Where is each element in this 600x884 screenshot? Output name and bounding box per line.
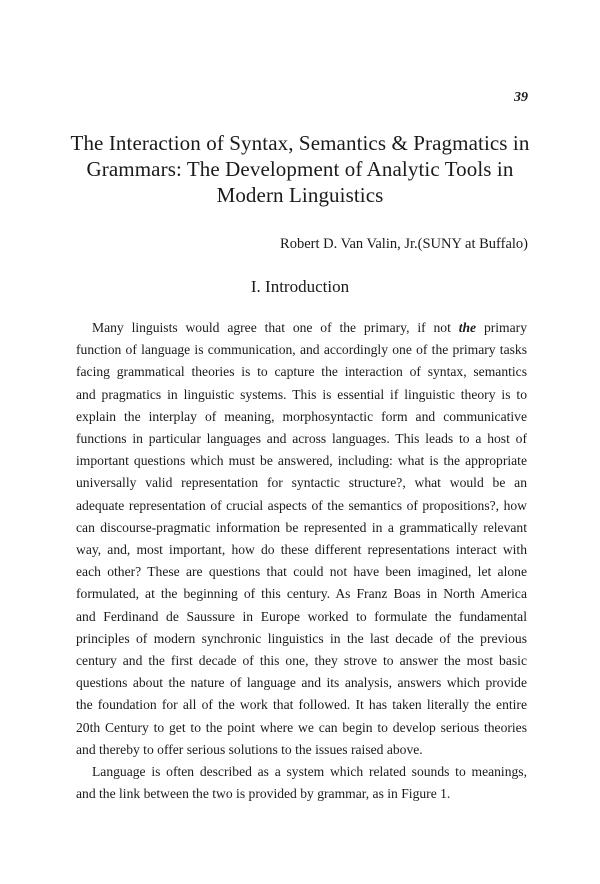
author-line: Robert D. Van Valin, Jr.(SUNY at Buffalo): [280, 236, 528, 252]
text-line: and thereby to offer serious solutions to the issues raised above.: [76, 741, 423, 757]
text-line: can discourse-pragmatic information be represented in a grammatically relevant: [76, 519, 527, 535]
text-line: universally valid representation for syntactic structure?, what would be an: [76, 475, 527, 491]
title-line: Grammars: The Development of Analytic Tools in: [86, 157, 514, 181]
text-line: formulated, at the beginning of this century. As Franz Boas in North America: [76, 586, 527, 602]
paragraph: [76, 761, 527, 805]
text-line: Language is often described as a system which related sounds to meanings,: [92, 764, 527, 780]
text-line: adequate representation of crucial aspects of the semantics of propositions?, how: [76, 497, 527, 513]
text-line: and the link between the two is provided by grammar, as in Figure 1.: [76, 786, 451, 802]
page-number: 39: [514, 90, 528, 105]
text-line: important questions which must be answered, including: what is the appropriate: [76, 453, 527, 469]
text-line: and pragmatics in linguistic systems. This is essential if linguistic theory is to: [76, 386, 527, 402]
text-line: century and the first decade of this one, they strove to answer the most basic: [76, 653, 527, 669]
paragraph: [76, 317, 527, 761]
text-line: functions in particular languages and across languages. This leads to a host of: [76, 431, 527, 447]
text-span: primary: [483, 320, 527, 335]
text-line: explain the interplay of meaning, morphosyntactic form and communicative: [76, 408, 527, 424]
emphasis-text: the: [458, 320, 477, 335]
title-line: Modern Linguistics: [216, 183, 384, 207]
text-line: way, and, most important, how do these different representations interact with: [76, 542, 527, 558]
text-line: [76, 317, 527, 339]
text-line: and Ferdinand de Saussure in Europe worked to formulate the fundamental: [76, 608, 527, 624]
title-line: The Interaction of Syntax, Semantics & Pragmatics in: [70, 131, 530, 155]
section-heading: I. Introduction: [250, 277, 350, 296]
body-text: [76, 317, 527, 805]
text-line: each other? These are questions that could not have been imagined, let alone: [76, 564, 527, 580]
paper-title: [40, 130, 560, 208]
text-line: facing grammatical theories is to capture the interaction of syntax, semantics: [76, 364, 527, 380]
text-line: questions about the nature of language and its analysis, answers which provide: [76, 675, 527, 691]
text-line: 20th Century to get to the point where we can begin to develop serious theories: [76, 719, 527, 735]
text-span: Many linguists would agree that one of the primary, if not: [92, 320, 451, 335]
text-line: function of language is communication, and accordingly one of the primary tasks: [76, 342, 527, 358]
text-line: the foundation for all of the work that followed. It has taken literally the entire: [76, 697, 527, 713]
text-line: principles of modern synchronic linguistics in the last decade of the previous: [76, 630, 527, 646]
